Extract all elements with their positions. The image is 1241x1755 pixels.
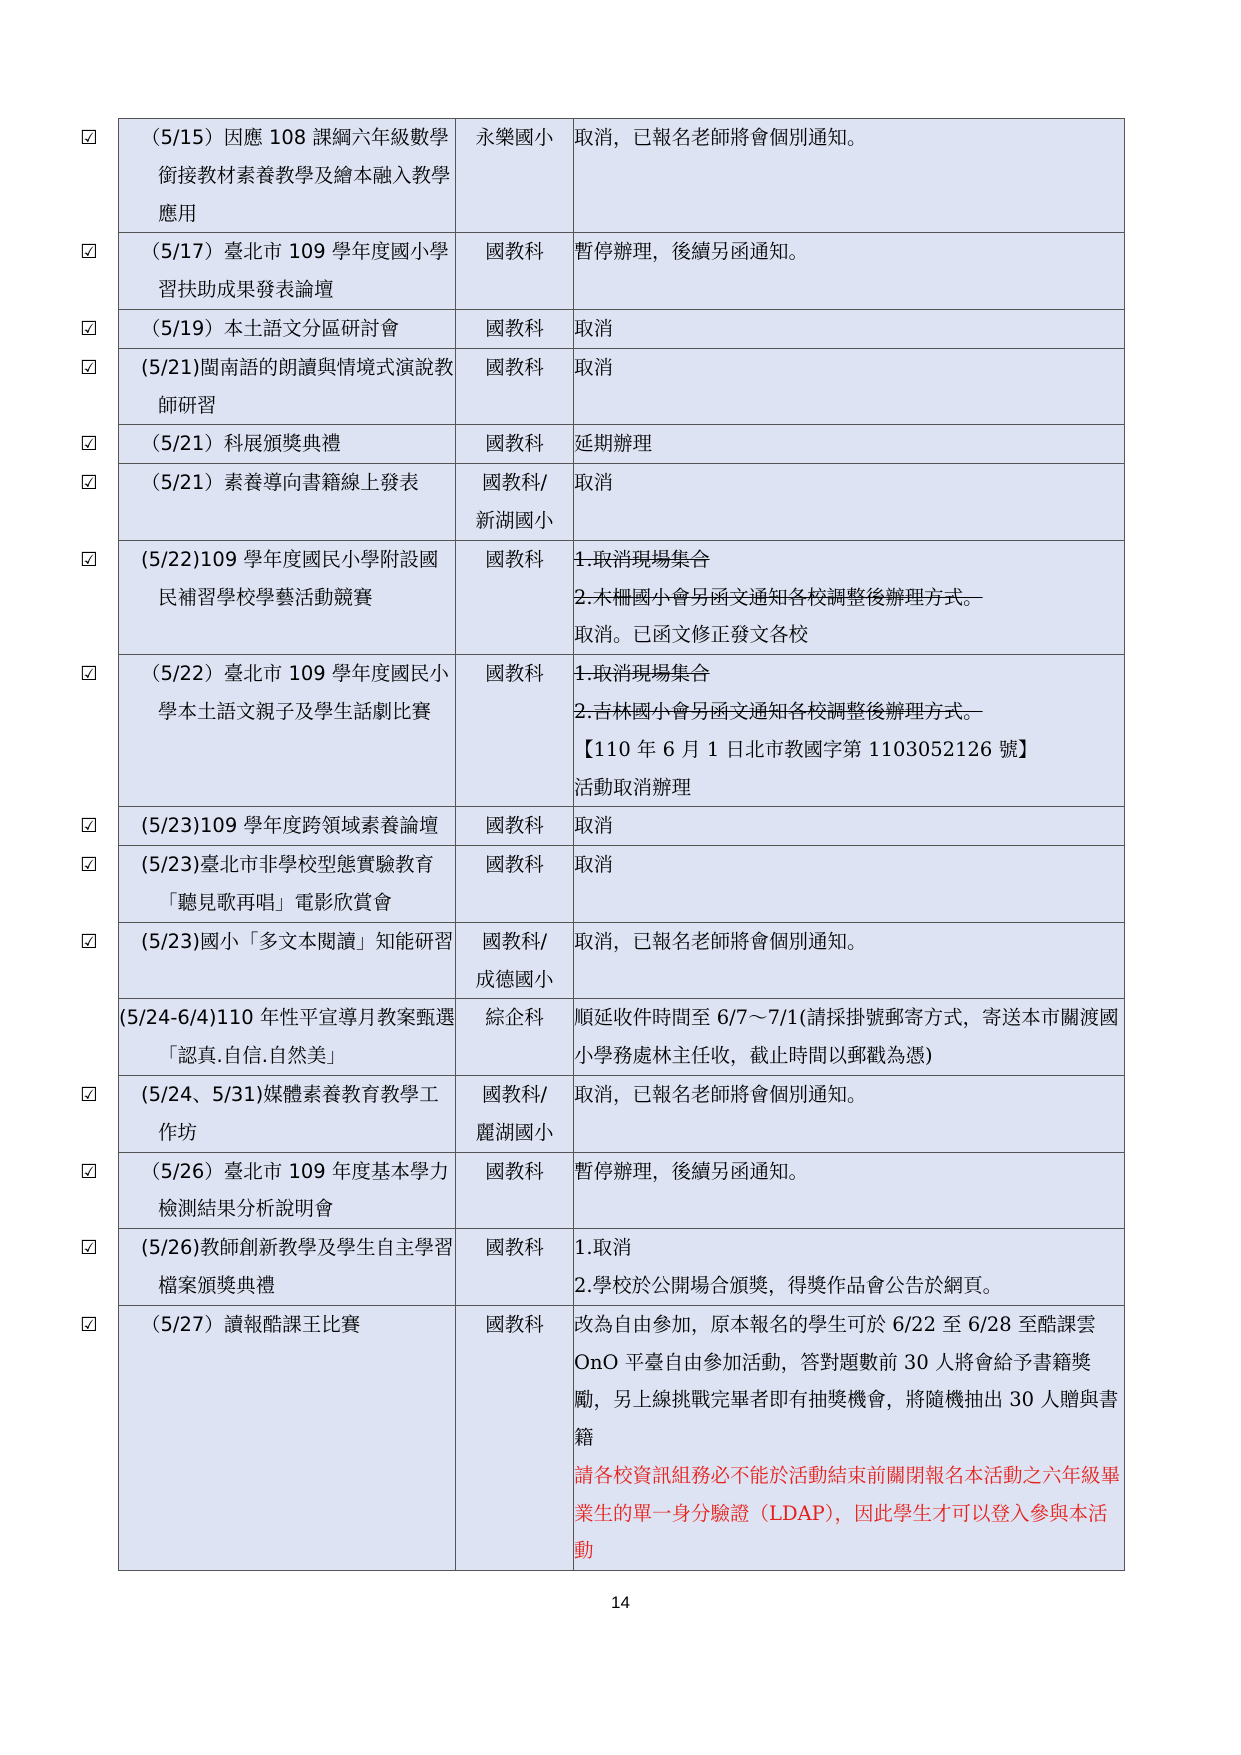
page-number: 14	[611, 1593, 630, 1612]
unit-name: 成德國小	[475, 967, 554, 991]
table-row	[119, 1305, 1125, 1571]
event-cell	[80, 807, 456, 846]
event-title: (5/21)閩南語的朗讀與情境式演說教師研習	[141, 355, 454, 417]
unit-cell	[456, 922, 574, 999]
unit-cell	[456, 999, 574, 1076]
status-line: 取消	[574, 316, 614, 340]
checked-box-icon: ☑	[80, 355, 98, 379]
unit-cell	[456, 1229, 574, 1306]
event-cell	[80, 1152, 456, 1229]
event-text	[80, 1306, 455, 1344]
status-line: 【110 年 6 月 1 日北市教國字第 1103052126 號】	[574, 737, 1038, 761]
status-cell	[574, 807, 1125, 846]
event-cell	[80, 309, 456, 348]
status-cell	[574, 119, 1125, 233]
unit-name: 國教科/	[481, 1082, 548, 1106]
unit-name: 國教科	[485, 432, 544, 456]
event-cell	[80, 1075, 456, 1152]
struck-status-line: 2.木柵國小會另函文通知各校調整後辦理方式。	[574, 585, 983, 609]
checked-box-icon: ☑	[80, 471, 98, 495]
status-line: 改為自由參加，原本報名的學生可於 6/22 至 6/28 至酷課雲 OnO 平臺自由參加活動，答對題數前 30 人將會給予書籍獎勵，另上線挑戰完畢者即有抽獎機會，將隨機抽出 30 人贈與書籍	[574, 1312, 1119, 1450]
unit-name: 麗湖國小	[475, 1120, 554, 1144]
status-cell	[574, 846, 1125, 923]
event-text	[80, 310, 455, 348]
event-title: (5/24、5/31)媒體素養教育教學工作坊	[141, 1082, 439, 1144]
event-title: (5/22)109 學年度國民小學附設國民補習學校學藝活動競賽	[141, 547, 439, 609]
status-cell	[574, 233, 1125, 310]
struck-status-line: 1.取消現場集合	[574, 662, 710, 686]
activity-schedule-table	[80, 118, 1125, 1571]
unit-cell	[456, 233, 574, 310]
struck-status-line: 2.吉林國小會另函文通知各校調整後辦理方式。	[574, 699, 983, 723]
checked-box-icon: ☑	[80, 1159, 98, 1183]
event-title: (5/23)國小「多文本閱讀」知能研習	[141, 929, 454, 953]
event-cell	[80, 348, 456, 425]
status-line: 取消	[574, 853, 614, 877]
table-row	[119, 999, 1125, 1076]
status-cell	[574, 922, 1125, 999]
table-row	[119, 464, 1125, 541]
unit-name: 新湖國小	[475, 508, 554, 532]
unit-name: 國教科	[485, 1159, 544, 1183]
notice-line: 請各校資訊組務必不能於活動結束前關閉報名本活動之六年級畢業生的單一身分驗證（LDAP），因此學生才可以登入參與本活動	[574, 1463, 1121, 1563]
status-cell	[574, 1152, 1125, 1229]
event-cell	[80, 846, 456, 923]
unit-cell	[456, 309, 574, 348]
unit-name: 國教科	[485, 240, 544, 264]
event-title: (5/23)臺北市非學校型態實驗教育「聽見歌再唱」電影欣賞會	[141, 853, 435, 914]
table-row	[119, 1229, 1125, 1306]
event-title: （5/19）本土語文分區研討會	[141, 316, 400, 340]
event-cell	[80, 233, 456, 310]
unit-name: 國教科/	[481, 929, 548, 953]
checked-box-icon: ☑	[80, 126, 98, 149]
event-text	[80, 425, 455, 463]
event-text	[80, 233, 455, 309]
status-cell	[574, 999, 1125, 1076]
checked-box-icon: ☑	[80, 316, 98, 340]
table-row	[119, 922, 1125, 999]
status-line: 取消，已報名老師將會個別通知。	[574, 126, 867, 149]
status-line: 2.學校於公開場合頒獎，得獎作品會公告於網頁。	[574, 1273, 1003, 1297]
event-text	[80, 1153, 455, 1229]
status-cell	[574, 309, 1125, 348]
unit-cell	[456, 348, 574, 425]
checked-box-icon: ☑	[80, 547, 98, 571]
table-row	[119, 1075, 1125, 1152]
event-title: （5/17）臺北市 109 學年度國小學習扶助成果發表論壇	[141, 240, 449, 302]
unit-cell	[456, 1152, 574, 1229]
status-cell	[574, 1305, 1125, 1571]
checked-box-icon: ☑	[80, 929, 98, 953]
status-line: 取消	[574, 814, 614, 838]
unit-name: 國教科	[485, 355, 544, 379]
event-text	[80, 464, 455, 502]
unit-cell	[456, 1305, 574, 1571]
unit-name: 國教科	[485, 853, 544, 877]
table-row	[119, 655, 1125, 807]
event-title: （5/22）臺北市 109 學年度國民小學本土語文親子及學生話劇比賽	[141, 662, 449, 723]
unit-cell	[456, 464, 574, 541]
status-line: 順延收件時間至 6/7～7/1(請採掛號郵寄方式，寄送本市關渡國小學務處林主任收，截止時間以郵戳為憑)	[574, 1006, 1119, 1068]
unit-cell	[456, 119, 574, 233]
status-cell	[574, 464, 1125, 541]
status-line: 延期辦理	[574, 432, 653, 456]
event-cell	[119, 999, 456, 1076]
unit-name: 國教科	[485, 547, 544, 571]
event-title: （5/27）讀報酷課王比賽	[141, 1312, 361, 1336]
table-row	[119, 540, 1125, 654]
status-line: 取消，已報名老師將會個別通知。	[574, 1082, 867, 1106]
status-cell	[574, 655, 1125, 807]
event-text	[80, 119, 455, 232]
table-row	[119, 846, 1125, 923]
event-text	[80, 1229, 455, 1305]
unit-name: 國教科	[485, 662, 544, 686]
unit-name: 永樂國小	[475, 126, 554, 149]
event-title: (5/23)109 學年度跨領域素養論壇	[141, 814, 439, 838]
checked-box-icon: ☑	[80, 1082, 98, 1106]
checked-box-icon: ☑	[80, 432, 98, 456]
event-text	[80, 541, 455, 617]
unit-cell	[456, 540, 574, 654]
event-cell	[80, 922, 456, 999]
event-text	[80, 923, 455, 961]
event-cell	[80, 425, 456, 464]
event-title: (5/26)教師創新教學及學生自主學習檔案頒獎典禮	[141, 1236, 454, 1297]
status-line: 取消。已函文修正發文各校	[574, 623, 809, 647]
event-title: （5/21）科展頒獎典禮	[141, 432, 341, 456]
unit-cell	[456, 425, 574, 464]
checked-box-icon: ☑	[80, 662, 98, 686]
status-line: 取消，已報名老師將會個別通知。	[574, 929, 867, 953]
unit-name: 國教科	[485, 814, 544, 838]
event-cell	[80, 1305, 456, 1571]
event-text	[80, 655, 455, 731]
table-row	[119, 425, 1125, 464]
unit-name: 國教科	[485, 316, 544, 340]
checked-box-icon: ☑	[80, 1236, 98, 1260]
event-cell	[80, 119, 456, 233]
event-cell	[80, 464, 456, 541]
table-row	[119, 119, 1125, 233]
checked-box-icon: ☑	[80, 240, 98, 264]
event-title: （5/26）臺北市 109 年度基本學力檢測結果分析說明會	[141, 1159, 449, 1221]
status-line: 取消	[574, 471, 614, 495]
unit-cell	[456, 655, 574, 807]
status-line: 暫停辦理，後續另函通知。	[574, 240, 809, 264]
unit-cell	[456, 807, 574, 846]
event-title: （5/21）素養導向書籍線上發表	[141, 471, 419, 495]
event-title: (5/24-6/4)110 年性平宣導月教案甄選「認真.自信.自然美」	[119, 1006, 455, 1068]
event-text	[80, 1076, 455, 1152]
event-text	[80, 807, 455, 845]
status-cell	[574, 540, 1125, 654]
table-row	[119, 348, 1125, 425]
table-row	[119, 309, 1125, 348]
unit-name: 國教科	[485, 1236, 544, 1260]
unit-name: 國教科	[485, 1312, 544, 1336]
table-row	[119, 807, 1125, 846]
event-title: （5/15）因應 108 課綱六年級數學銜接教材素養教學及繪本融入教學應用	[141, 126, 451, 225]
status-line: 取消	[574, 355, 614, 379]
status-line: 暫停辦理，後續另函通知。	[574, 1159, 809, 1183]
status-cell	[574, 1229, 1125, 1306]
status-cell	[574, 1075, 1125, 1152]
status-cell	[574, 348, 1125, 425]
event-text	[80, 349, 455, 425]
table-row	[119, 1152, 1125, 1229]
unit-name: 國教科/	[481, 471, 548, 495]
table-body	[80, 119, 1125, 1571]
unit-cell	[456, 846, 574, 923]
status-cell	[574, 425, 1125, 464]
checked-box-icon: ☑	[80, 1312, 98, 1336]
table-row	[119, 233, 1125, 310]
struck-status-line: 1.取消現場集合	[574, 547, 710, 571]
status-line: 活動取消辦理	[574, 775, 692, 799]
status-line: 1.取消	[574, 1236, 632, 1260]
event-cell	[80, 655, 456, 807]
event-text	[80, 846, 455, 922]
event-cell	[80, 1229, 456, 1306]
checked-box-icon: ☑	[80, 853, 98, 877]
checked-box-icon: ☑	[80, 814, 98, 838]
event-text	[119, 999, 455, 1075]
event-cell	[80, 540, 456, 654]
unit-name: 綜企科	[485, 1006, 544, 1030]
unit-cell	[456, 1075, 574, 1152]
